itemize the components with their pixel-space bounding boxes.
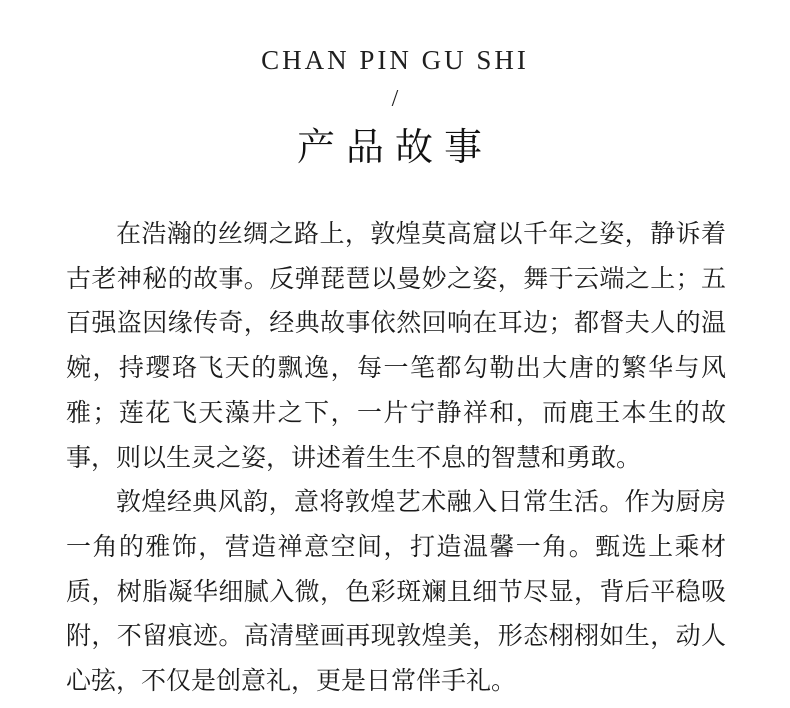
story-body: [66, 212, 726, 704]
story-paragraph-1: 在浩瀚的丝绸之路上，敦煌莫高窟以千年之姿，静诉着古老神秘的故事。反弹琵琶以曼妙之姿，舞于云端之上；五百强盗因缘传奇，经典故事依然回响在耳边；都督夫人的温婉，持璎珞飞天的飘逸，每一笔都勾勒出大唐的繁华与风雅；莲花飞天藻井之下，一片宁静祥和，而鹿王本生的故事，则以生灵之姿，讲述着生生不息的智慧和勇敢。: [66, 219, 726, 472]
page-title: 产品故事: [296, 125, 493, 169]
heading-divider: /: [391, 86, 399, 112]
story-paragraph-2: 敦煌经典风韵，意将敦煌艺术融入日常生活。作为厨房一角的雅饰，营造禅意空间，打造温馨一角。甄选上乘材质，树脂凝华细腻入微，色彩斑斓且细节尽显，背后平稳吸附，不留痕迹。高清壁画再现敦煌美，形态栩栩如生，动人心弦，不仅是创意礼，更是日常伴手礼。: [66, 487, 726, 696]
pinyin-heading: CHAN PIN GU SHI: [261, 45, 529, 75]
